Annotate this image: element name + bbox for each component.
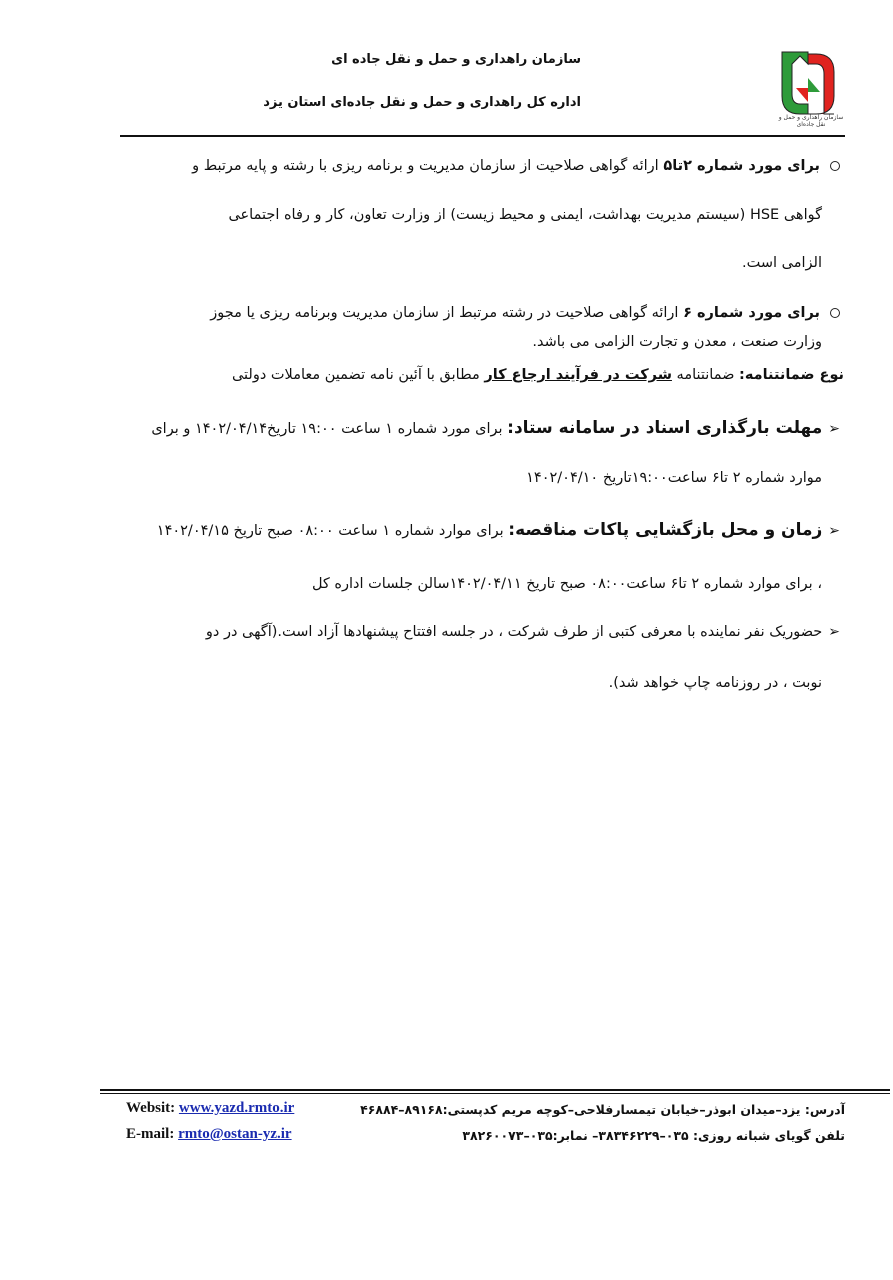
footer [0, 1098, 893, 1158]
item-2-5-line3: الزامی است. [742, 255, 822, 271]
website-link[interactable]: www.yazd.rmto.ir [178, 1100, 295, 1116]
website-label: Websit: [126, 1100, 179, 1116]
attendance-line2: نوبت ، در روزنامه چاپ خواهد شد). [608, 675, 822, 691]
item-2-5-line1: برای مورد شماره ۲تا۵ ارائه گواهی صلاحیت از سازمان مدیریت و برنامه ریزی با رشته و پایه مرتبط و [192, 158, 840, 174]
logo-caption: سازمان راهداری و حمل و نقل جاده‌ای [778, 114, 844, 128]
arrow-bullet-icon: ➢ [828, 624, 840, 640]
department-title: اداره کل راهداری و حمل و نقل جاده‌ای استان یزد [263, 95, 581, 110]
upload-deadline-line2: موارد شماره ۲ تا۶ ساعت۱۹:۰۰تاریخ ۱۴۰۲/۰۴/۱۰ [526, 470, 822, 486]
footer-divider [100, 1089, 890, 1091]
email-link[interactable]: rmto@ostan-yz.ir [178, 1126, 292, 1142]
item-2-5-line2: گواهی HSE (سیستم مدیریت بهداشت، ایمنی و محیط زیست) از وزارت تعاون، کار و رفاه اجتماعی [228, 207, 822, 223]
website [126, 1100, 294, 1117]
circle-bullet-icon [830, 161, 840, 171]
rmto-logo-icon [778, 48, 838, 120]
item-6-line1: برای مورد شماره ۶ ارائه گواهی صلاحیت در رشته مرتبط از سازمان مدیریت وبرنامه ریزی یا مجوز [210, 305, 840, 321]
item-6-line2: وزارت صنعت ، معدن و تجارت الزامی می باشد. [532, 334, 822, 350]
opening-line1: ➢زمان و محل بازگشایی پاکات مناقصه: برای موارد شماره ۱ ساعت ۰۸:۰۰ صبح تاریخ ۱۴۰۲/۰۴/۱۵ [156, 520, 840, 540]
email-label: E-mail: [126, 1126, 179, 1142]
guarantee-type: نوع ضمانتنامه: ضمانتنامه شرکت در فرآیند ارجاع کار مطابق با آئین نامه تضمین معاملات دولتی [231, 367, 844, 383]
upload-deadline-line1: ➢مهلت بارگذاری اسناد در سامانه ستاد: برای مورد شماره ۱ ساعت ۱۹:۰۰ تاریخ۱۴۰۲/۰۴/۱۴ و برای [151, 418, 840, 438]
arrow-bullet-icon: ➢ [828, 523, 840, 539]
circle-bullet-icon [830, 308, 840, 318]
attendance-line1: ➢حضوریک نفر نماینده با معرفی کتبی از طرف شرکت ، در جلسه افتتاح پیشنهادها آزاد است.(آگهی در دو [205, 624, 840, 640]
organization-title: سازمان راهداری و حمل و نقل جاده ای [331, 52, 581, 67]
opening-line2: ، برای موارد شماره ۲ تا۶ ساعت۰۸:۰۰ صبح تاریخ ۱۴۰۲/۰۴/۱۱سالن جلسات اداره کل [311, 576, 822, 592]
header-divider [120, 135, 845, 137]
arrow-bullet-icon: ➢ [828, 421, 840, 437]
letterhead [0, 40, 893, 140]
address-text: آدرس: یزد–میدان ابوذر–خیابان تیمسارفلاحی–کوچه مریم کدپستی:۸۹۱۶۸–۴۶۸۸۴ [360, 1102, 845, 1117]
footer-divider-thin [100, 1093, 890, 1094]
email [126, 1126, 292, 1143]
phone-fax-text: تلفن گویای شبانه روزی: ۰۳۵–۳۸۳۴۶۲۲۹– نمابر:۰۳۵–۳۸۲۶۰۰۷۳ [462, 1128, 845, 1143]
